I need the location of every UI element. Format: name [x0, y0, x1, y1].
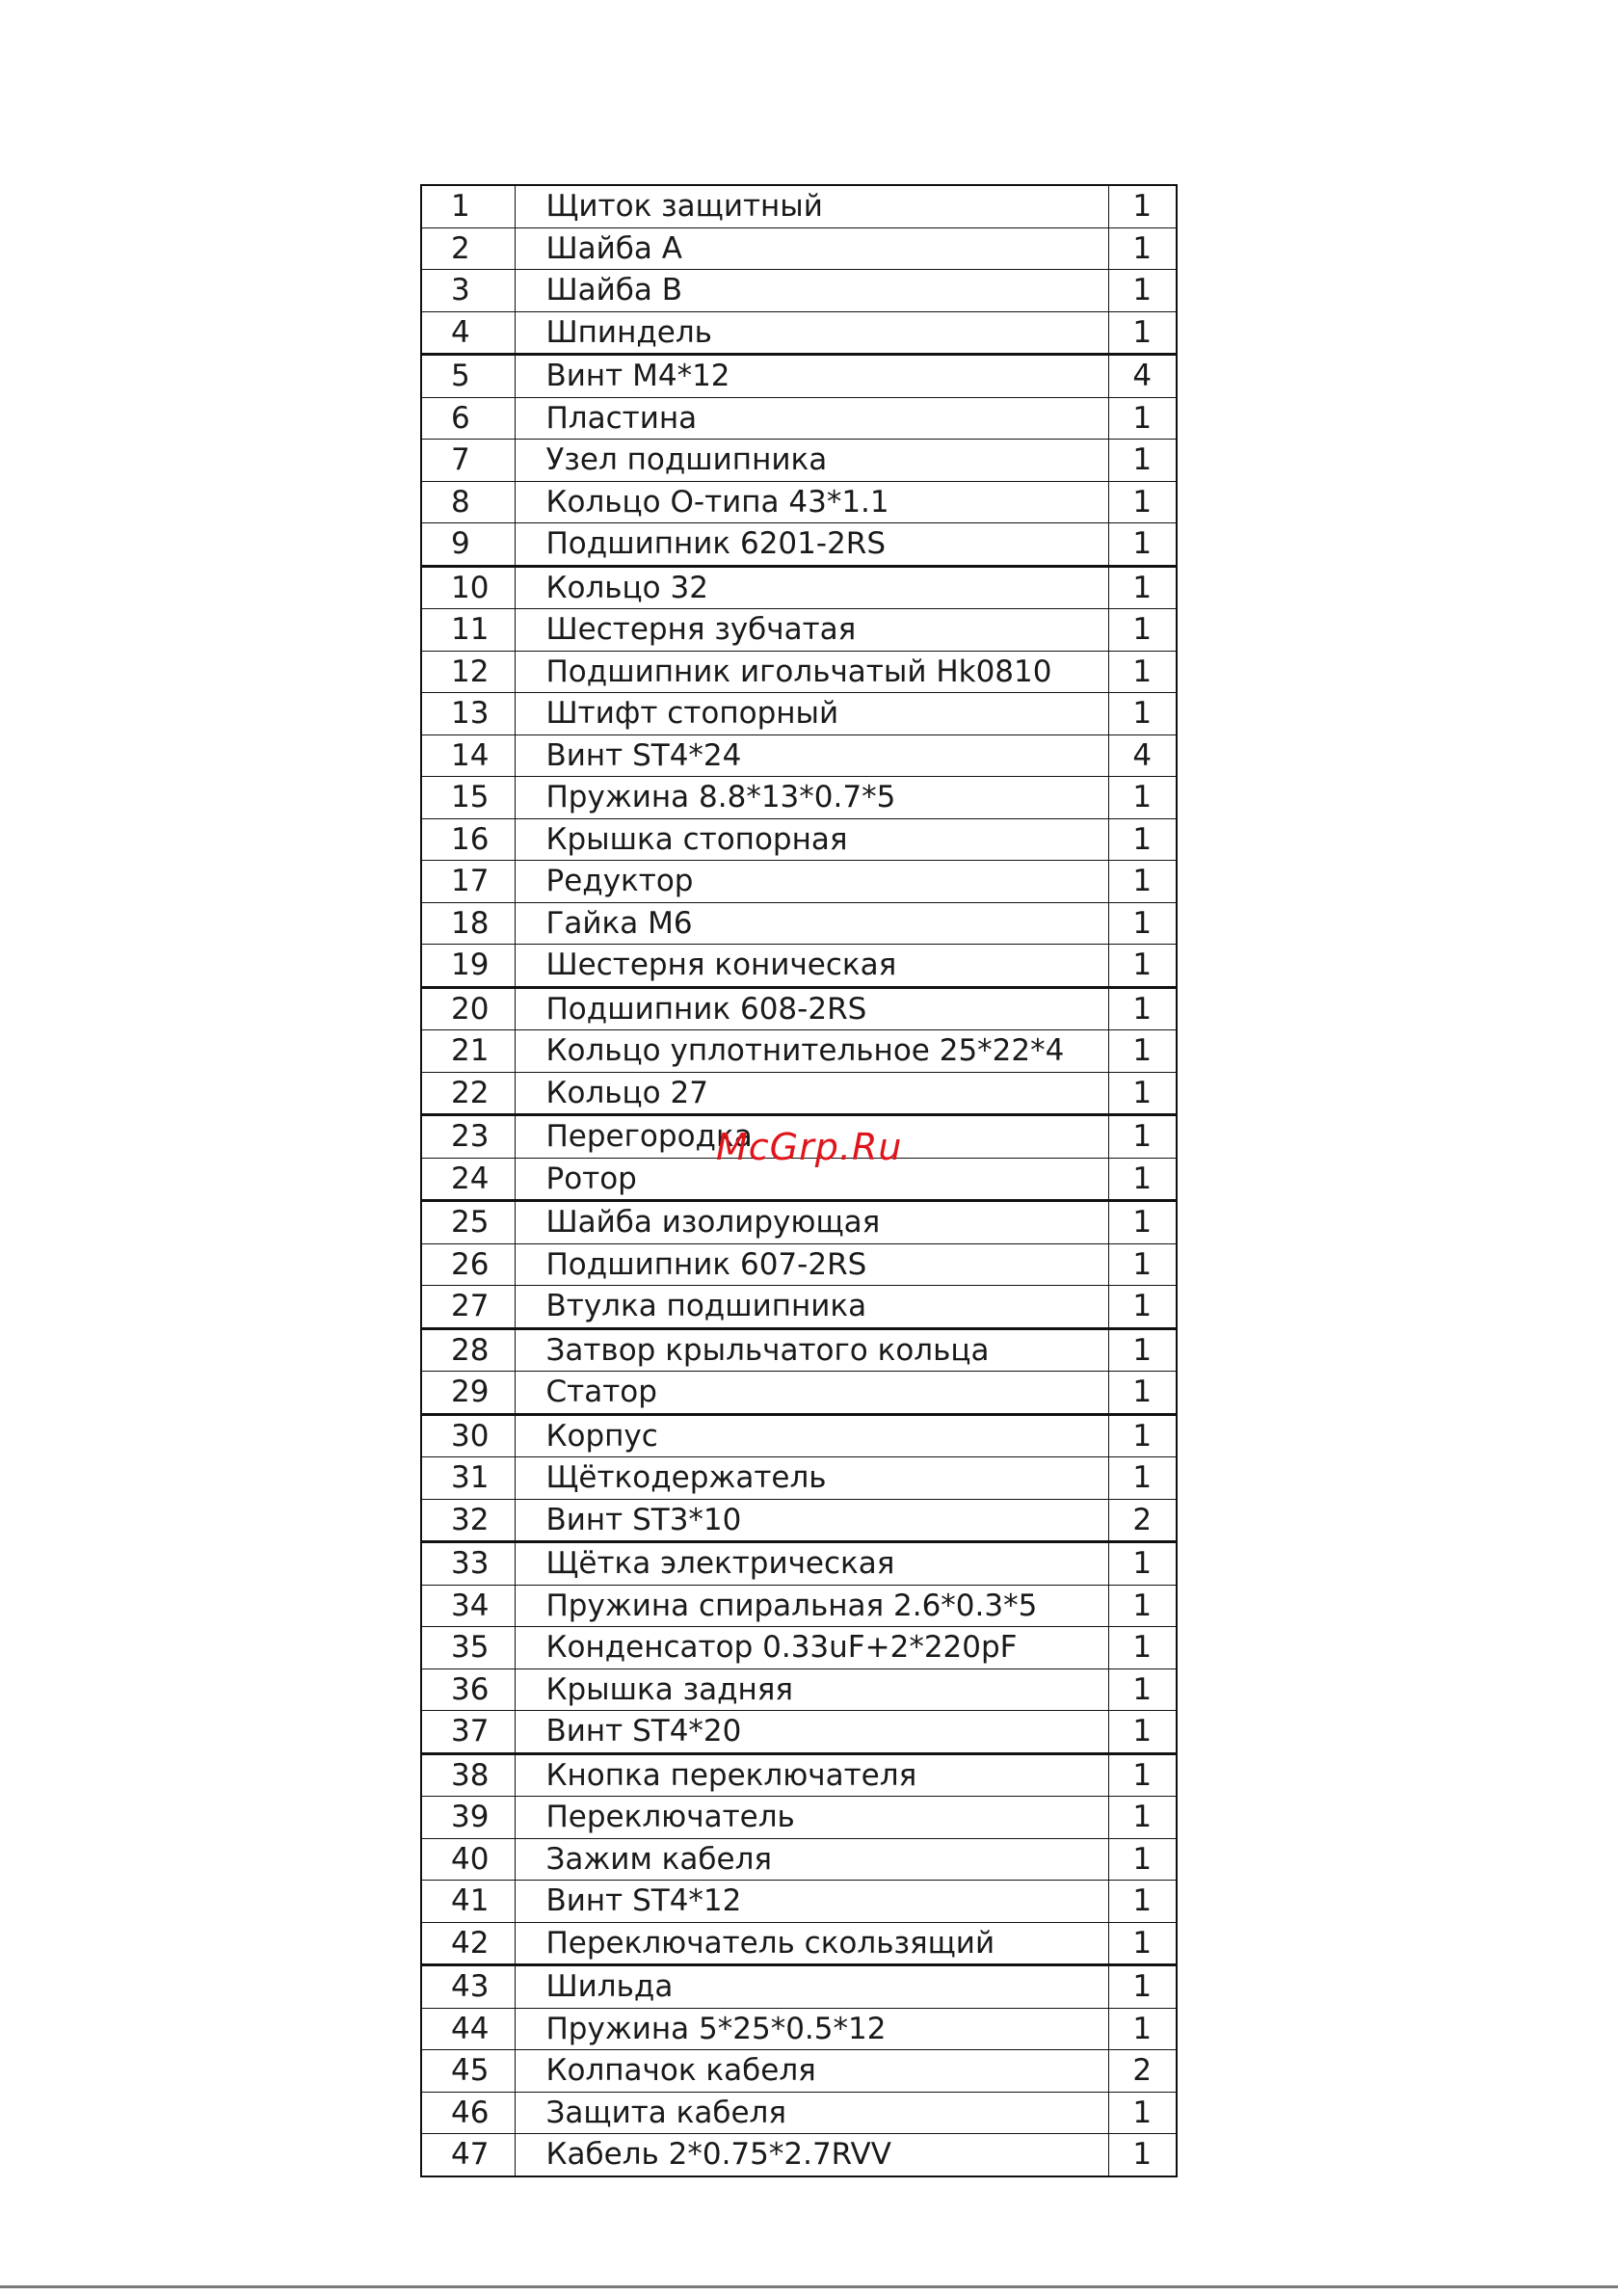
part-name-cell: Шестерня зубчатая — [515, 609, 1108, 652]
table-row — [421, 1457, 1177, 1500]
part-qty-cell: 1 — [1108, 481, 1177, 523]
part-name-cell: Кнопка переключателя — [515, 1753, 1108, 1797]
part-name-cell: Затвор крыльчатого кольца — [515, 1328, 1108, 1372]
part-number-cell: 22 — [421, 1072, 515, 1115]
part-number-cell: 3 — [421, 270, 515, 312]
part-qty-cell: 1 — [1108, 609, 1177, 652]
part-qty-cell: 1 — [1108, 2008, 1177, 2050]
part-name-cell: Кабель 2*0.75*2.7RVV — [515, 2134, 1108, 2176]
part-number-cell: 35 — [421, 1627, 515, 1669]
part-number-cell: 32 — [421, 1499, 515, 1542]
watermark-text: McGrp.Ru — [716, 1126, 903, 1168]
part-number-cell: 44 — [421, 2008, 515, 2050]
part-number-cell: 30 — [421, 1414, 515, 1457]
part-qty-cell: 1 — [1108, 1115, 1177, 1159]
table-row — [421, 987, 1177, 1030]
part-name-cell: Штифт стопорный — [515, 693, 1108, 735]
part-qty-cell: 1 — [1108, 1881, 1177, 1923]
part-qty-cell: 4 — [1108, 734, 1177, 777]
part-qty-cell: 1 — [1108, 2092, 1177, 2134]
table-row — [421, 1881, 1177, 1923]
part-name-cell: Подшипник 6201-2RS — [515, 523, 1108, 567]
part-number-cell: 39 — [421, 1797, 515, 1839]
table-row — [421, 1797, 1177, 1839]
part-number-cell: 42 — [421, 1922, 515, 1965]
part-number-cell: 6 — [421, 397, 515, 440]
part-name-cell: Пружина 5*25*0.5*12 — [515, 2008, 1108, 2050]
part-number-cell: 47 — [421, 2134, 515, 2176]
table-row — [421, 651, 1177, 693]
part-name-cell: Винт М4*12 — [515, 355, 1108, 398]
table-row — [421, 902, 1177, 945]
table-row — [421, 861, 1177, 903]
part-qty-cell: 1 — [1108, 566, 1177, 609]
part-number-cell: 40 — [421, 1838, 515, 1881]
part-qty-cell: 1 — [1108, 185, 1177, 227]
part-qty-cell: 1 — [1108, 1030, 1177, 1073]
part-qty-cell: 1 — [1108, 523, 1177, 567]
table-row — [421, 2050, 1177, 2093]
table-row — [421, 1030, 1177, 1073]
part-name-cell: Пластина — [515, 397, 1108, 440]
table-row — [421, 609, 1177, 652]
part-number-cell: 38 — [421, 1753, 515, 1797]
table-row — [421, 2134, 1177, 2176]
part-name-cell: Шайба изолирующая — [515, 1201, 1108, 1244]
part-number-cell: 12 — [421, 651, 515, 693]
part-qty-cell: 1 — [1108, 1965, 1177, 2009]
part-qty-cell: 1 — [1108, 311, 1177, 355]
part-qty-cell: 1 — [1108, 777, 1177, 819]
part-name-cell: Кольцо уплотнительное 25*22*4 — [515, 1030, 1108, 1073]
parts-table-body — [421, 185, 1177, 2176]
part-name-cell: Втулка подшипника — [515, 1286, 1108, 1329]
table-row — [421, 270, 1177, 312]
part-number-cell: 4 — [421, 311, 515, 355]
part-qty-cell: 1 — [1108, 2134, 1177, 2176]
part-qty-cell: 1 — [1108, 397, 1177, 440]
part-qty-cell: 1 — [1108, 1328, 1177, 1372]
part-qty-cell: 1 — [1108, 651, 1177, 693]
part-number-cell: 23 — [421, 1115, 515, 1159]
table-row — [421, 1838, 1177, 1881]
part-name-cell: Шайба А — [515, 227, 1108, 270]
part-qty-cell: 1 — [1108, 1243, 1177, 1286]
table-row — [421, 1922, 1177, 1965]
part-name-cell: Кольцо 27 — [515, 1072, 1108, 1115]
part-number-cell: 27 — [421, 1286, 515, 1329]
part-number-cell: 13 — [421, 693, 515, 735]
table-row — [421, 1328, 1177, 1372]
part-qty-cell: 1 — [1108, 1542, 1177, 1586]
table-row — [421, 1542, 1177, 1586]
part-qty-cell: 2 — [1108, 1499, 1177, 1542]
part-qty-cell: 1 — [1108, 1922, 1177, 1965]
part-qty-cell: 1 — [1108, 1072, 1177, 1115]
part-qty-cell: 1 — [1108, 270, 1177, 312]
part-number-cell: 25 — [421, 1201, 515, 1244]
part-name-cell: Пружина спиральная 2.6*0.3*5 — [515, 1585, 1108, 1627]
part-name-cell: Переключатель скользящий — [515, 1922, 1108, 1965]
part-name-cell: Щёткодержатель — [515, 1457, 1108, 1500]
part-name-cell: Переключатель — [515, 1797, 1108, 1839]
part-number-cell: 14 — [421, 734, 515, 777]
part-number-cell: 9 — [421, 523, 515, 567]
part-name-cell: Перегородка — [515, 1115, 1108, 1159]
table-row — [421, 1627, 1177, 1669]
table-row — [421, 1965, 1177, 2009]
table-row — [421, 481, 1177, 523]
part-number-cell: 10 — [421, 566, 515, 609]
part-number-cell: 1 — [421, 185, 515, 227]
part-name-cell: Шайба В — [515, 270, 1108, 312]
table-row — [421, 227, 1177, 270]
part-number-cell: 16 — [421, 818, 515, 861]
part-number-cell: 26 — [421, 1243, 515, 1286]
part-number-cell: 31 — [421, 1457, 515, 1500]
table-row — [421, 440, 1177, 482]
table-row — [421, 818, 1177, 861]
part-name-cell: Подшипник 608-2RS — [515, 987, 1108, 1030]
part-number-cell: 11 — [421, 609, 515, 652]
part-name-cell: Пружина 8.8*13*0.7*5 — [515, 777, 1108, 819]
part-qty-cell: 1 — [1108, 1838, 1177, 1881]
part-number-cell: 36 — [421, 1669, 515, 1711]
part-name-cell: Кольцо О-типа 43*1.1 — [515, 481, 1108, 523]
part-qty-cell: 1 — [1108, 1158, 1177, 1201]
table-row — [421, 693, 1177, 735]
part-number-cell: 33 — [421, 1542, 515, 1586]
part-qty-cell: 1 — [1108, 440, 1177, 482]
part-name-cell: Подшипник игольчатый Hk0810 — [515, 651, 1108, 693]
part-number-cell: 43 — [421, 1965, 515, 2009]
part-number-cell: 24 — [421, 1158, 515, 1201]
part-qty-cell: 1 — [1108, 1286, 1177, 1329]
part-number-cell: 29 — [421, 1372, 515, 1415]
part-qty-cell: 1 — [1108, 1201, 1177, 1244]
part-qty-cell: 1 — [1108, 1585, 1177, 1627]
table-row — [421, 1372, 1177, 1415]
part-number-cell: 21 — [421, 1030, 515, 1073]
part-number-cell: 37 — [421, 1711, 515, 1754]
part-qty-cell: 1 — [1108, 1669, 1177, 1711]
part-number-cell: 45 — [421, 2050, 515, 2093]
part-number-cell: 17 — [421, 861, 515, 903]
part-name-cell: Ротор — [515, 1158, 1108, 1201]
part-name-cell: Шильда — [515, 1965, 1108, 2009]
part-qty-cell: 1 — [1108, 1414, 1177, 1457]
table-row — [421, 1201, 1177, 1244]
table-row — [421, 523, 1177, 567]
part-qty-cell: 1 — [1108, 818, 1177, 861]
table-row — [421, 2092, 1177, 2134]
table-row — [421, 1753, 1177, 1797]
part-qty-cell: 1 — [1108, 945, 1177, 988]
part-qty-cell: 1 — [1108, 693, 1177, 735]
part-number-cell: 18 — [421, 902, 515, 945]
part-name-cell: Кольцо 32 — [515, 566, 1108, 609]
part-qty-cell: 1 — [1108, 1457, 1177, 1500]
part-name-cell: Колпачок кабеля — [515, 2050, 1108, 2093]
table-row — [421, 1414, 1177, 1457]
part-qty-cell: 1 — [1108, 1711, 1177, 1754]
part-qty-cell: 1 — [1108, 227, 1177, 270]
part-name-cell: Крышка задняя — [515, 1669, 1108, 1711]
part-name-cell: Винт ST4*24 — [515, 734, 1108, 777]
table-row — [421, 1286, 1177, 1329]
part-number-cell: 8 — [421, 481, 515, 523]
part-name-cell: Статор — [515, 1372, 1108, 1415]
part-number-cell: 34 — [421, 1585, 515, 1627]
table-row — [421, 1499, 1177, 1542]
table-row — [421, 2008, 1177, 2050]
part-number-cell: 5 — [421, 355, 515, 398]
part-qty-cell: 1 — [1108, 1797, 1177, 1839]
part-name-cell: Редуктор — [515, 861, 1108, 903]
table-row — [421, 185, 1177, 227]
part-number-cell: 7 — [421, 440, 515, 482]
part-number-cell: 19 — [421, 945, 515, 988]
part-qty-cell: 1 — [1108, 1753, 1177, 1797]
part-name-cell: Зажим кабеля — [515, 1838, 1108, 1881]
part-name-cell: Гайка М6 — [515, 902, 1108, 945]
part-name-cell: Шпиндель — [515, 311, 1108, 355]
part-qty-cell: 1 — [1108, 1372, 1177, 1415]
table-row — [421, 777, 1177, 819]
part-qty-cell: 1 — [1108, 861, 1177, 903]
part-name-cell: Узел подшипника — [515, 440, 1108, 482]
part-name-cell: Щётка электрическая — [515, 1542, 1108, 1586]
part-name-cell: Винт ST3*10 — [515, 1499, 1108, 1542]
table-row — [421, 397, 1177, 440]
part-qty-cell: 4 — [1108, 355, 1177, 398]
part-number-cell: 28 — [421, 1328, 515, 1372]
table-row — [421, 1585, 1177, 1627]
table-row — [421, 1711, 1177, 1754]
part-number-cell: 46 — [421, 2092, 515, 2134]
bottom-divider — [0, 2285, 1618, 2288]
table-row — [421, 566, 1177, 609]
part-name-cell: Крышка стопорная — [515, 818, 1108, 861]
table-row — [421, 734, 1177, 777]
table-row — [421, 355, 1177, 398]
part-number-cell: 15 — [421, 777, 515, 819]
parts-table — [420, 184, 1178, 2177]
table-row — [421, 1072, 1177, 1115]
table-row — [421, 1243, 1177, 1286]
part-name-cell: Винт ST4*12 — [515, 1881, 1108, 1923]
part-number-cell: 41 — [421, 1881, 515, 1923]
part-name-cell: Подшипник 607-2RS — [515, 1243, 1108, 1286]
part-name-cell: Конденсатор 0.33uF+2*220pF — [515, 1627, 1108, 1669]
part-name-cell: Шестерня коническая — [515, 945, 1108, 988]
table-row — [421, 1669, 1177, 1711]
part-name-cell: Щиток защитный — [515, 185, 1108, 227]
part-name-cell: Защита кабеля — [515, 2092, 1108, 2134]
part-number-cell: 20 — [421, 987, 515, 1030]
table-row — [421, 945, 1177, 988]
part-qty-cell: 2 — [1108, 2050, 1177, 2093]
part-qty-cell: 1 — [1108, 987, 1177, 1030]
table-row — [421, 311, 1177, 355]
part-qty-cell: 1 — [1108, 1627, 1177, 1669]
part-number-cell: 2 — [421, 227, 515, 270]
part-name-cell: Корпус — [515, 1414, 1108, 1457]
part-name-cell: Винт ST4*20 — [515, 1711, 1108, 1754]
part-qty-cell: 1 — [1108, 902, 1177, 945]
